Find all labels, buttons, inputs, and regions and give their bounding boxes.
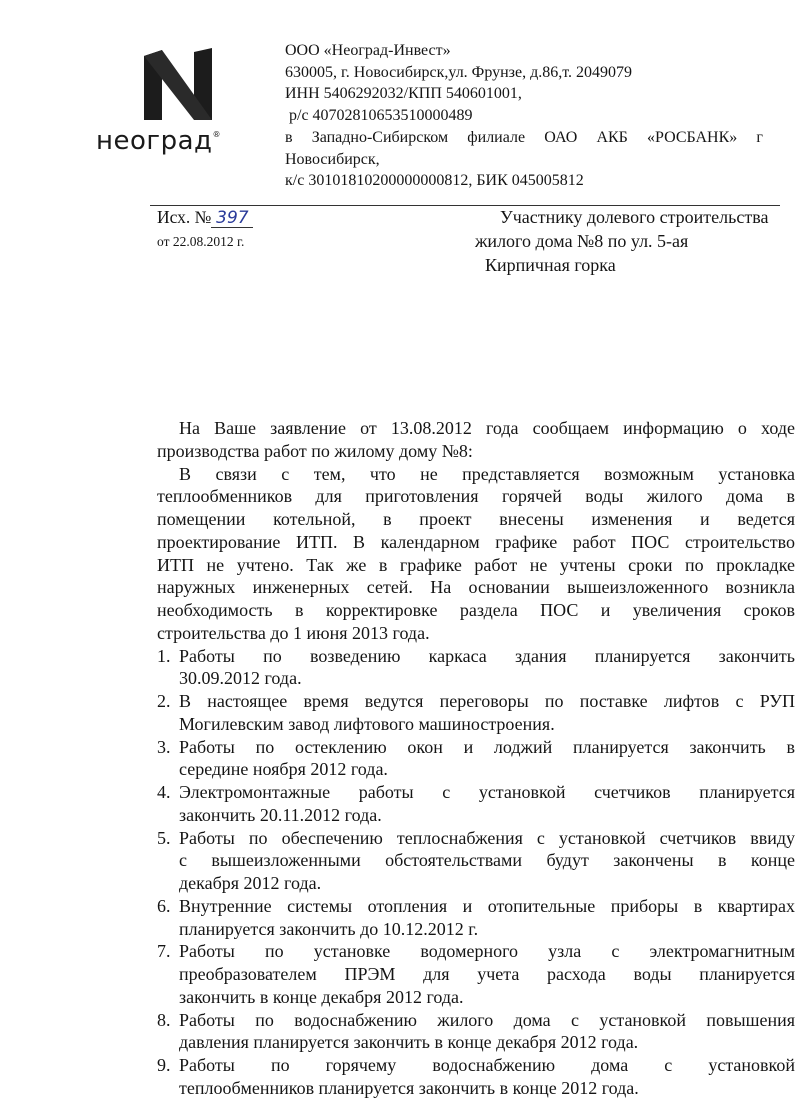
company-account: р/с 40702810653510000489 [285,107,473,125]
letter-body [157,417,795,1100]
list-item-line: давления планируется закончить в конце декабря 2012 года. [179,1032,639,1053]
list-item-line: Могилевским завод лифтового машиностроения. [179,713,555,734]
list-item-line: середине ноября 2012 года. [179,759,388,780]
company-city: Новосибирск, [285,150,380,168]
list-item-number: 4. [157,782,171,802]
company-bank [285,127,763,149]
list-item [157,690,795,736]
list-item-line: планируется закончить до 10.12.2012 г. [179,918,479,939]
outgoing-label: Исх. № [157,207,212,227]
recipient-line-1: Участнику долевого строительства [500,207,769,227]
outgoing-number [157,207,253,228]
list-item [157,1054,795,1100]
company-corr-account: к/с 30101810200000000812, БИК 045005812 [285,172,584,190]
list-item-number: 5. [157,827,171,848]
paragraph-line: наружных инженерных сетей. На основании вышеизложенного возникла [157,577,795,598]
list-item-line: теплообменников планируется закончить в конце 2012 года. [179,1077,639,1098]
list-item-line: Работы по горячему водоснабжению дома с установкой [179,1055,795,1075]
logo-text: неоград [96,126,213,156]
outgoing-date: от 22.08.2012 г. [157,234,245,249]
list-item-number: 2. [157,691,171,711]
paragraph-line: На Ваше заявление от 13.08.2012 года сообщаем информацию о ходе [179,418,795,438]
list-item-number: 3. [157,736,171,757]
paragraph [157,417,795,463]
letterhead-divider [150,205,780,206]
list-item-line: с вышеизложенными обстоятельствами будут закончены в конце [179,850,795,871]
list-item [157,940,795,1008]
list-item-number: 9. [157,1055,171,1075]
bank-word: АКБ [596,128,628,146]
paragraph-line: строительства до 1 июня 2013 года. [157,622,430,643]
list-item-number: 8. [157,1009,171,1030]
list-item-line: декабря 2012 года. [179,873,322,893]
list-item-line: Работы по установке водомерного узла с электромагнитным [179,941,795,962]
logo-n-icon [92,48,222,128]
list-item-number: 7. [157,941,171,962]
list-item-number: 6. [157,895,171,916]
list-item-line: Внутренние системы отопления и отопительные приборы в квартирах [179,895,795,916]
list-item [157,1009,795,1055]
bank-word: г [756,128,763,146]
paragraph-line: производства работ по жилому дому №8: [157,440,473,461]
list-item-line: 30.09.2012 года. [179,668,302,689]
paragraph-line: теплообменников для приготовления горячей воды жилого дома в [157,486,795,507]
paragraph-line: необходимость в корректировке раздела ПОС и увеличения сроков [157,600,795,620]
paragraph-line: проектирование ИТП. В календарном графике работ ПОС строительство [157,531,795,552]
paragraph [157,463,795,645]
list-item [157,827,795,895]
bank-word: «РОСБАНК» [647,128,738,146]
letterhead-details [285,40,763,192]
recipient-line-3: Кирпичная горка [485,255,616,275]
bank-word: ОАО [544,128,578,146]
list-item-line: Работы по водоснабжению жилого дома с установкой повышения [179,1009,795,1030]
list-item [157,895,795,941]
list-item [157,781,795,827]
list-item-line: Электромонтажные работы с установкой счетчиков планируется [179,782,795,802]
logo-wordmark: неоград® [96,126,221,156]
recipient-line-2: жилого дома №8 по ул. 5-ая [475,231,689,251]
list-item-line: закончить в конце декабря 2012 года. [179,986,464,1007]
company-logo [92,48,222,163]
list-item-line: Работы по обеспечению теплоснабжения с установкой счетчиков ввиду [179,827,795,848]
paragraph-line: В связи с тем, что не представляется возможным установка [179,463,795,484]
list-item-line: преобразователем ПРЭМ для учета расхода воды планируется [179,964,795,984]
list-item-line: закончить 20.11.2012 года. [179,804,382,825]
paragraph-line: помещении котельной, в проект внесены изменения и ведется [157,509,795,529]
bank-word: в [285,128,293,146]
company-name: ООО «Неоград-Инвест» [285,42,451,59]
outgoing-number-handwritten: 397 [211,209,253,228]
list-item [157,736,795,782]
company-inn-kpp: ИНН 5406292032/КПП 540601001, [285,85,522,103]
list-item-line: Работы по возведению каркаса здания планируется закончить [179,645,795,666]
paragraph-line: ИТП не учтено. Так же в графике работ не учтены сроки по прокладке [157,554,795,575]
list-item-line: В настоящее время ведутся переговоры по поставке лифтов с РУП [179,691,795,711]
list-item [157,645,795,691]
bank-word: Западно-Сибирском [311,128,449,146]
list-item-number: 1. [157,645,171,666]
list-item-line: Работы по остеклению окон и лоджий планируется закончить в [179,736,795,757]
bank-word: филиале [467,128,526,146]
company-address: 630005, г. Новосибирск,ул. Фрунзе, д.86,т. 2049079 [285,63,633,81]
